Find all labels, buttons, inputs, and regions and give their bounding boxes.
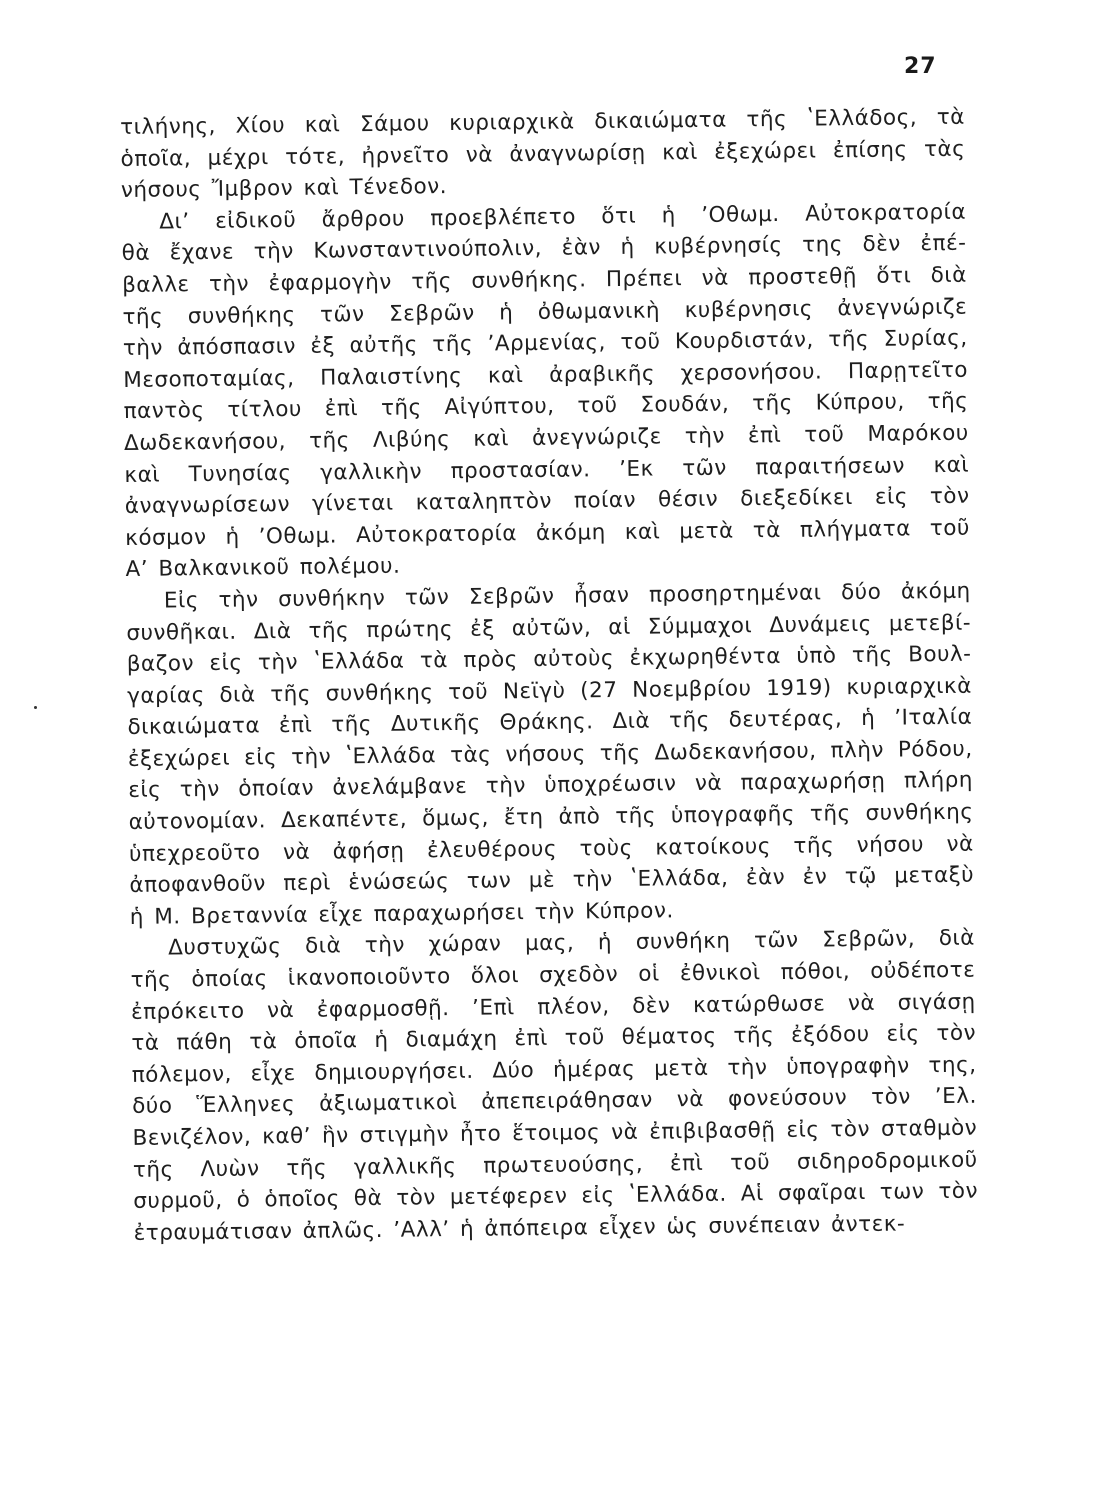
text-line: τῆς ὁποίας ἱκανοποιοῦντο ὅλοι σχεδὸν οἱ ἐθνικοὶ πόθοι, οὐδέποτε xyxy=(130,957,976,993)
text-line: καὶ Τυνησίας γαλλικὴν προστασίαν. ’Εκ τῶν παραιτήσεων καὶ xyxy=(124,452,970,488)
text-line: ὁποῖα, μέχρι τότε, ἠρνεῖτο νὰ ἀναγνωρίσῃ καὶ ἐξεχώρει ἐπίσης τὰς xyxy=(120,136,966,172)
text-line: ἐξεχώρει εἰς τὴν ʽΕλλάδα τὰς νήσους τῆς Δωδεκανήσου, πλὴν Ρόδου, xyxy=(127,736,973,772)
text-line: συρμοῦ, ὁ ὁποῖος θὰ τὸν μετέφερεν εἰς ʽΕλλάδα. Αἱ σφαῖραι των τὸν xyxy=(133,1178,979,1215)
text-line: συνθῆκαι. Διὰ τῆς πρώτης ἐξ αὐτῶν, αἱ Σύμμαχοι Δυνάμεις μετεβί- xyxy=(126,610,972,646)
text-line: βαλλε τὴν ἐφαρμογὴν τῆς συνθήκης. Πρέπει νὰ προστεθῇ ὅτι διὰ xyxy=(121,262,967,298)
text-line: δύο Ἕλληνες ἀξιωματικοὶ ἀπεπειράθησαν νὰ φονεύσουν τὸν ’Ελ. xyxy=(132,1084,977,1120)
text-line: ὑπεχρεοῦτο νὰ ἀφήσῃ ἐλευθέρους τοὺς κατοίκους τῆς νήσου νὰ xyxy=(128,831,974,867)
page-number: 27 xyxy=(904,54,937,79)
text-line: κόσμον ἡ ’Οθωμ. Αὐτοκρατορία ἀκόμη καὶ μετὰ τὰ πλήγματα τοῦ xyxy=(125,515,971,551)
text-line: δικαιώματα ἐπὶ τῆς Δυτικῆς Θράκης. Διὰ τῆς δευτέρας, ἡ ’Ιταλία xyxy=(127,704,973,741)
text-line: πόλεμον, εἶχε δημιουργήσει. Δύο ἡμέρας μετὰ τὴν ὑπογραφὴν της, xyxy=(131,1052,977,1088)
text-line: τῆς Λυὼν τῆς γαλλικῆς πρωτευούσης, ἐπὶ τοῦ σιδηροδρομικοῦ xyxy=(132,1147,978,1183)
text-line: εἰς τὴν ὁποίαν ἀνελάμβανε τὴν ὑποχρέωσιν νὰ παραχωρήσῃ πλήρη xyxy=(128,768,974,804)
text-line: ἡ Μ. Βρεταννία εἶχε παραχωρήσει τὴν Κύπρον. xyxy=(129,898,674,930)
body-text xyxy=(120,102,980,1382)
text-line: τὰ πάθη τὰ ὁποῖα ἡ διαμάχη ἐπὶ τοῦ θέματος τῆς ἐξόδου εἰς τὸν xyxy=(131,1020,977,1057)
text-line: αὐτονομίαν. Δεκαπέντε, ὅμως, ἔτη ἀπὸ τῆς ὑπογραφῆς τῆς συνθήκης xyxy=(128,799,974,836)
text-line: ἀποφανθοῦν περὶ ἑνώσεώς των μὲ τὴν ʽΕλλάδα, ἐὰν ἐν τῷ μεταξὺ xyxy=(129,862,975,899)
text-line: θὰ ἔχανε τὴν Κωνσταντινούπολιν, ἐὰν ἡ κυβέρνησίς της δὲν ἐπέ- xyxy=(121,231,967,267)
paragraph-first-line: Δι’ εἰδικοῦ ἄρθρου προεβλέπετο ὅτι ἡ ’Οθωμ. Αὐτοκρατορία xyxy=(159,199,967,235)
margin-speck xyxy=(34,706,37,709)
text-line: Δωδεκανήσου, τῆς Λιβύης καὶ ἀνεγνώριζε τὴν ἐπὶ τοῦ Μαρόκου xyxy=(123,420,969,456)
text-line: νήσους Ἴμβρον καὶ Τένεδον. xyxy=(120,174,448,204)
paragraph-first-line: Εἰς τὴν συνθήκην τῶν Σεβρῶν ἦσαν προσηρτημέναι δύο ἀκόμη xyxy=(163,578,971,614)
text-line: παντὸς τίτλου ἐπὶ τῆς Αἰγύπτου, τοῦ Σουδάν, τῆς Κύπρου, τῆς xyxy=(123,389,969,425)
text-line: βαζον εἰς τὴν ʽΕλλάδα τὰ πρὸς αὐτοὺς ἐκχωρηθέντα ὑπὸ τῆς Βουλ- xyxy=(126,641,972,678)
paragraph-first-line: Δυστυχῶς διὰ τὴν χώραν μας, ἡ συνθήκη τῶν Σεβρῶν, διὰ xyxy=(168,926,976,961)
text-line: Βενιζέλον, καθ’ ἣν στιγμὴν ἦτο ἕτοιμος νὰ ἐπιβιβασθῇ εἰς τὸν σταθμὸν xyxy=(132,1115,978,1151)
text-line: Μεσοποταμίας, Παλαιστίνης καὶ ἀραβικῆς χερσονήσου. Παρῃτεῖτο xyxy=(123,357,969,393)
text-line: ἐπρόκειτο νὰ ἐφαρμοσθῇ. ’Επὶ πλέον, δὲν κατώρθωσε νὰ σιγάσῃ xyxy=(130,989,976,1025)
text-line: ἐτραυμάτισαν ἀπλῶς. ’Αλλ’ ἡ ἀπόπειρα εἶχεν ὡς συνέπειαν ἀντεκ- xyxy=(133,1211,906,1246)
text-line: τὴν ἀπόσπασιν ἐξ αὐτῆς τῆς ’Αρμενίας, τοῦ Κουρδιστάν, τῆς Συρίας, xyxy=(122,325,968,362)
text-line: Α’ Βαλκανικοῦ πολέμου. xyxy=(125,553,401,583)
text-line: τῆς συνθήκης τῶν Σεβρῶν ἡ ὀθωμανικὴ κυβέρνησις ἀνεγνώριζε xyxy=(122,294,968,330)
text-line: τιλήνης, Χίου καὶ Σάμου κυριαρχικὰ δικαιώματα τῆς ʽΕλλάδος, τὰ xyxy=(120,104,966,140)
text-line: ἀναγνωρίσεων γίνεται καταληπτὸν ποίαν θέσιν διεξεδίκει εἰς τὸν xyxy=(124,483,970,520)
text-line: γαρίας διὰ τῆς συνθήκης τοῦ Νεϊγὺ (27 Νοεμβρίου 1919) κυριαρχικὰ xyxy=(126,673,972,709)
